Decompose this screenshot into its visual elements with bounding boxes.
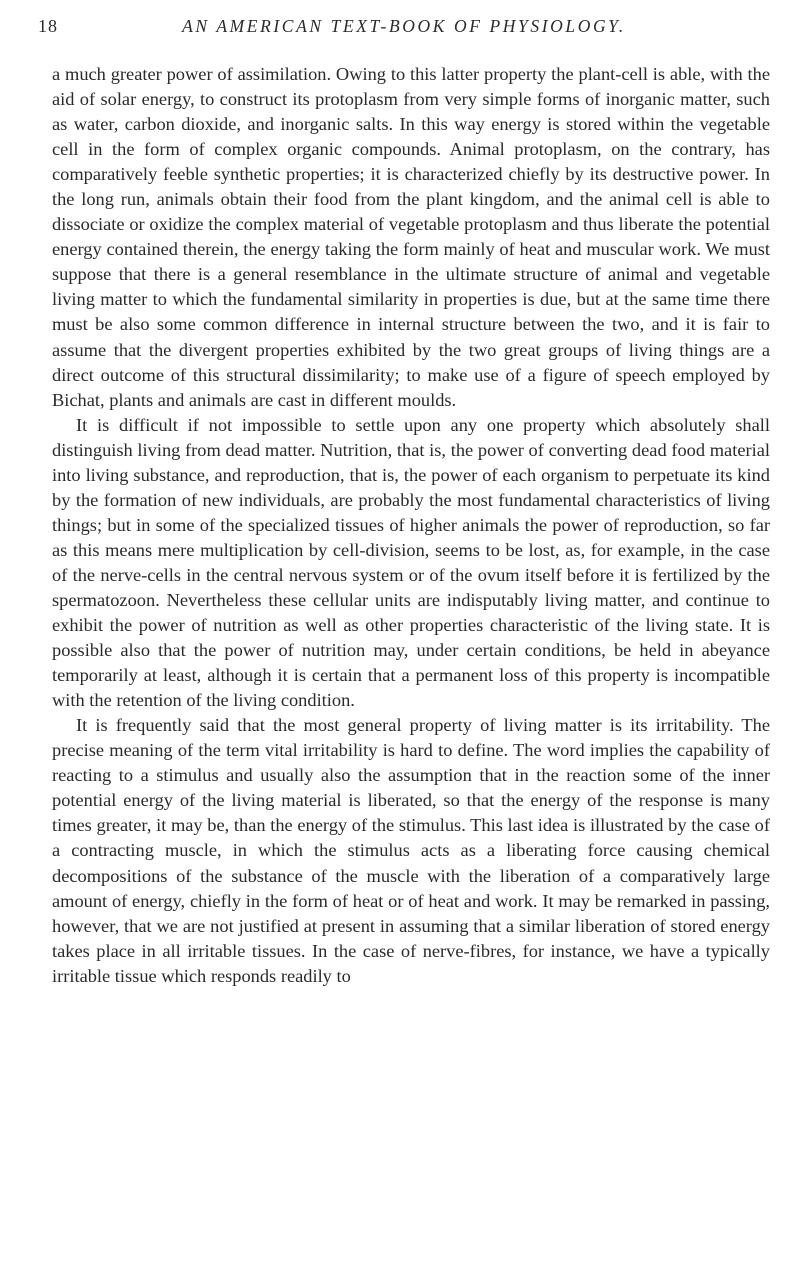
paragraph-living-matter: It is difficult if not impossible to settle upon any one property which absolutely shall distinguish living from dead matter. Nutrition, that is, the power of converting dead food material into living substance, and reproduction, that is, the power of each organism to perpetuate its kind by the formation of new individuals, are probably the most fundamental characteristics of living things; but in some of the specialized tissues of higher animals the power of reproduction, so far as this means mere multiplication by cell-division, seems to be lost, as, for example, in the case of the nerve-cells in the central nervous system or of the ovum itself before it is fertilized by the spermatozoon. Nevertheless these cellular units are indisputably living matter, and continue to exhibit the power of nutrition as well as other properties characteristic of the living state. It is possible also that the power of nutrition may, under certain conditions, be held in abeyance temporarily at least, although it is certain that a permanent loss of this property is incompatible with the retention of the living condition. [52,414,770,711]
running-head [38,16,770,44]
paragraph-irritability: It is frequently said that the most general property of living matter is its irritability. The precise meaning of the term vital irritability is hard to define. The word implies the capability of reacting to a stimulus and usually also the assumption that in the reaction some of the inner potential energy of the living material is liberated, so that the energy of the response is many times greater, it may be, than the energy of the stimulus. This last idea is illustrated by the case of a contracting muscle, in which the stimulus acts as a liberating force causing chemical decompositions of the substance of the muscle with the liberation of a comparatively large amount of energy, chiefly in the form of heat or of heat and work. It may be remarked in passing, however, that we are not justified at present in assuming that a similar liberation of stored energy takes place in all irritable tissues. In the case of nerve-fibres, for instance, we have a typically irritable tissue which responds readily to [52,715,770,986]
running-title: AN AMERICAN TEXT-BOOK OF PHYSIOLOGY. [182,16,626,36]
page-number: 18 [38,16,58,36]
body-text [52,62,770,989]
paragraph-continued: a much greater power of assimilation. Owing to this latter property the plant-cell is able, with the aid of solar energy, to construct its protoplasm from very simple forms of inorganic matter, such as water, carbon dioxide, and inorganic salts. In this way energy is stored within the vegetable cell in the form of complex organic compounds. Animal protoplasm, on the contrary, has comparatively feeble synthetic properties; it is characterized chiefly by its destructive power. In the long run, animals obtain their food from the plant kingdom, and the animal cell is able to dissociate or oxidize the complex material of vegetable protoplasm and thus liberate the potential energy contained therein, the energy taking the form mainly of heat and muscular work. We must suppose that there is a general resemblance in the ultimate structure of animal and vegetable living matter to which the fundamental similarity in properties is due, but at the same time there must be also some common difference in internal structure between the two, and it is fair to assume that the divergent properties exhibited by the two great groups of living things are a direct outcome of this structural dissimilarity; to make use of a figure of speech employed by Bichat, plants and animals are cast in different moulds. [52,64,770,410]
